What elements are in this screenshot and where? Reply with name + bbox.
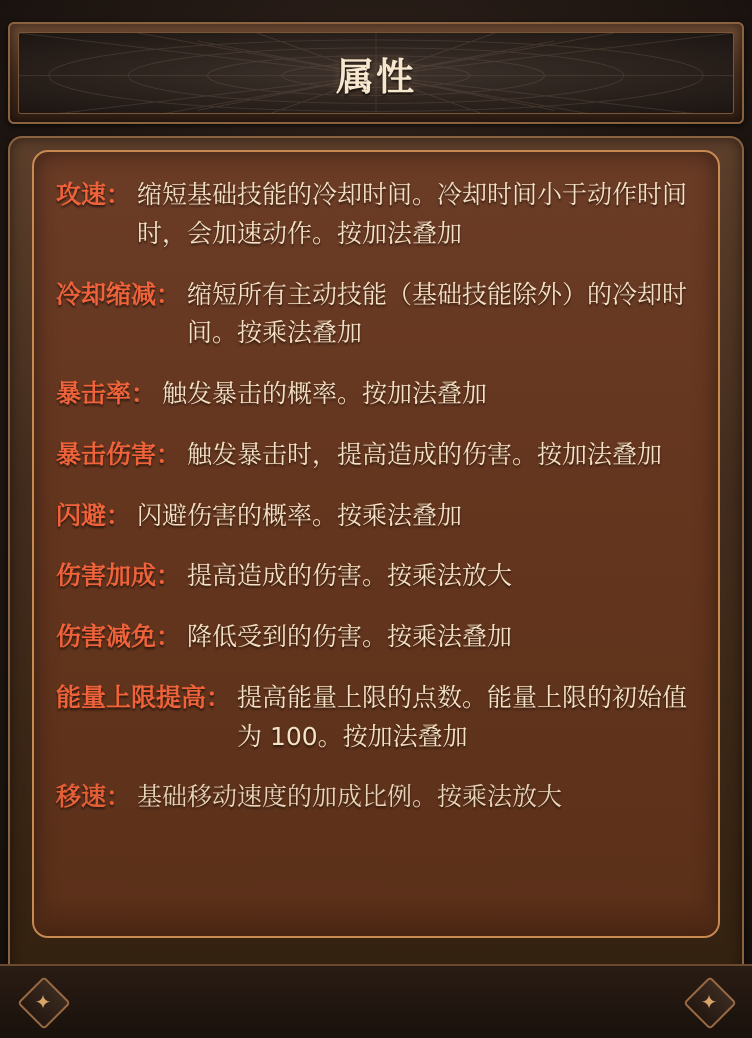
attribute-description: 降低受到的伤害。按乘法叠加 <box>187 622 513 651</box>
list-item <box>56 436 702 475</box>
ornament-mark: ✦ <box>34 990 52 1014</box>
list-item <box>56 497 702 536</box>
attribute-description: 提高造成的伤害。按乘法放大 <box>187 561 513 591</box>
bottom-bar <box>0 964 752 1038</box>
attribute-description: 缩短基础技能的冷却时间。冷却时间小于动作时间时，会加速动作。按加法叠加 <box>137 180 688 248</box>
attribute-term: 暴击率： <box>56 379 157 408</box>
diamond-ornament-icon[interactable] <box>14 978 72 1026</box>
title-banner <box>8 22 744 124</box>
list-item <box>56 176 702 254</box>
attribute-term: 伤害减免： <box>56 622 182 651</box>
diamond-ornament-icon[interactable] <box>680 978 738 1026</box>
list-item <box>56 778 702 817</box>
attribute-description: 闪避伤害的概率。按乘法叠加 <box>137 500 463 530</box>
attribute-term: 冷却缩减： <box>56 279 182 309</box>
list-item <box>56 618 702 657</box>
attribute-description: 缩短所有主动技能（基础技能除外）的冷却时间。按乘法叠加 <box>187 279 688 348</box>
page-title: 属性 <box>335 54 416 99</box>
list-item <box>56 679 702 757</box>
ornament-mark: ✦ <box>700 990 718 1014</box>
attribute-description: 基础移动速度的加成比例。按乘法放大 <box>137 782 563 812</box>
attribute-term: 伤害加成： <box>56 561 182 591</box>
attribute-term: 能量上限提高： <box>56 682 232 712</box>
attribute-term: 攻速： <box>56 180 132 209</box>
attribute-description: 提高能量上限的点数。能量上限的初始值为 100。按加法叠加 <box>237 682 688 751</box>
list-item <box>56 276 702 354</box>
attribute-term: 闪避： <box>56 500 132 530</box>
attributes-list <box>56 176 702 936</box>
list-item <box>56 375 702 414</box>
attribute-description: 触发暴击的概率。按加法叠加 <box>162 379 488 408</box>
attribute-term: 暴击伤害： <box>56 439 182 469</box>
attribute-description: 触发暴击时，提高造成的伤害。按加法叠加 <box>187 439 663 469</box>
banner-inner <box>18 32 734 114</box>
banner-frame <box>8 22 744 124</box>
panel-body[interactable] <box>32 150 720 938</box>
list-item <box>56 557 702 596</box>
attributes-panel <box>8 136 744 1002</box>
attribute-term: 移速： <box>56 782 132 812</box>
